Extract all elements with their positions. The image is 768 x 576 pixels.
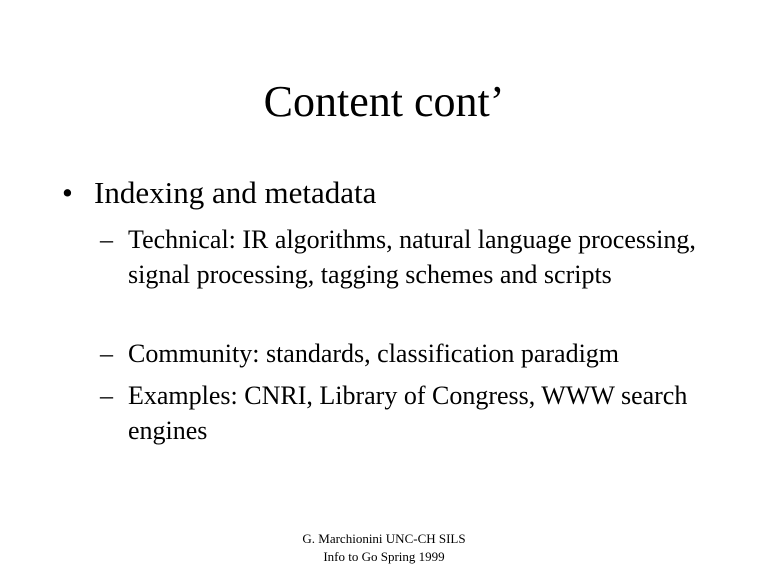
slide-footer bbox=[0, 530, 768, 566]
bullet-dot-icon: • bbox=[62, 175, 73, 210]
bullet-text: Indexing and metadata bbox=[94, 175, 377, 210]
sub-bullet-text: Examples: CNRI, Library of Congress, WWW search engines bbox=[128, 381, 688, 445]
footer-author-line: G. Marchionini UNC-CH SILS bbox=[302, 531, 466, 546]
sub-bullet-dash-icon: – bbox=[100, 339, 113, 368]
sub-bullet-technical bbox=[100, 222, 720, 292]
sub-bullet-dash-icon: – bbox=[100, 225, 113, 254]
sub-bullet-community bbox=[100, 336, 720, 371]
slide-title: Content cont’ bbox=[263, 77, 505, 126]
sub-bullet-text: Technical: IR algorithms, natural language processing, signal processing, tagging schemes and scripts bbox=[128, 225, 696, 289]
bullet-indexing-metadata bbox=[62, 174, 376, 212]
sub-bullet-examples bbox=[100, 378, 720, 448]
sub-bullet-text: Community: standards, classification paradigm bbox=[128, 339, 620, 368]
footer-course-line: Info to Go Spring 1999 bbox=[323, 549, 445, 564]
sub-bullet-dash-icon: – bbox=[100, 381, 113, 410]
